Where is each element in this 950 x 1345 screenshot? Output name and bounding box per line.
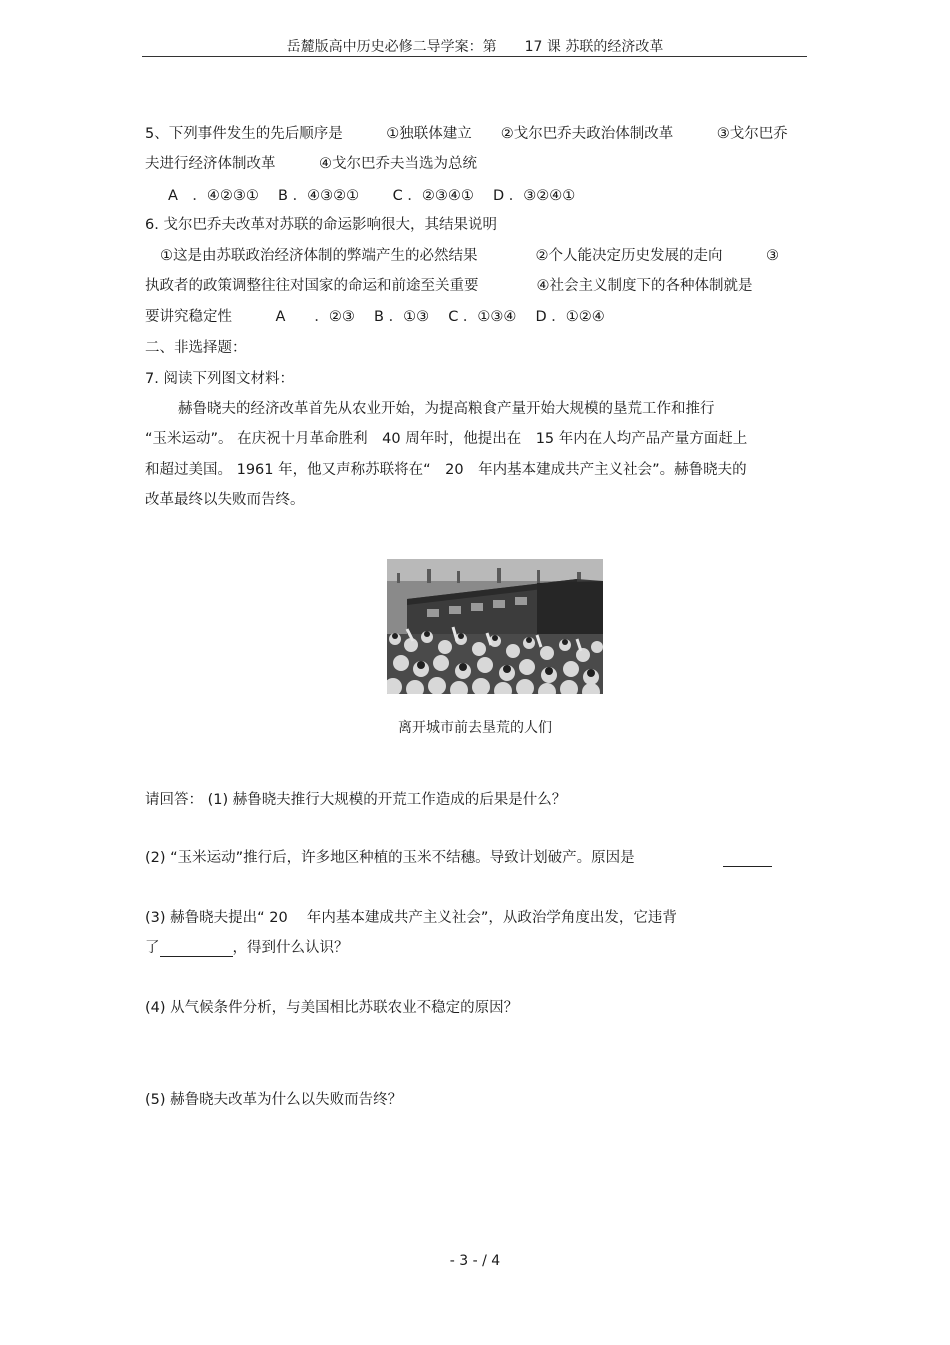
q7-sub5: (5) 赫鲁晓夫改革为什么以失败而告终？: [145, 1092, 403, 1108]
q5-options: A ．④②③① B ．④③②① C ．②③④① D ．③②④①: [168, 188, 576, 204]
q7-intro: 7. 阅读下列图文材料：: [145, 371, 294, 387]
photo-caption: 离开城市前去垦荒的人们: [398, 720, 552, 736]
q7-sub3-answer-blank[interactable]: [160, 940, 233, 957]
q7-sub3-line1: (3) 赫鲁晓夫提出“ 20 年内基本建成共产主义社会”，从政治学角度出发，它违背: [145, 910, 677, 926]
header-divider: [142, 56, 807, 57]
q7-sub3-prefix: 了: [145, 940, 160, 956]
q7-paragraph-line3: 和超过美国。 1961 年，他又声称苏联将在“ 20 年内基本建成共产主义社会”。赫鲁晓夫的: [145, 462, 747, 478]
q6-line1: 6. 戈尔巴乔夫改革对苏联的命运影响很大，其结果说明: [145, 217, 497, 233]
q7-sub3-line2: [145, 939, 349, 957]
q7-sub3-suffix: ，得到什么认识？: [232, 940, 349, 956]
q5-line2: 夫进行经济体制改革 ④戈尔巴乔夫当选为总统: [145, 156, 477, 172]
crowd-train-photo: [387, 559, 603, 694]
q7-sub2: (2) “玉米运动”推行后，许多地区种植的玉米不结穗。导致计划破产。原因是: [145, 850, 635, 866]
page-header: 岳麓版高中历史必修二导学案：第 17 课 苏联的经济改革: [286, 39, 664, 55]
q7-paragraph-line4: 改革最终以失败而告终。: [145, 492, 305, 508]
section-title: 二、非选择题：: [145, 340, 247, 356]
q6-line2: ①这是由苏联政治经济体制的弊端产生的必然结果 ②个人能决定历史发展的走向 ③: [160, 248, 779, 264]
q6-line3: 执政者的政策调整往往对国家的命运和前途至关重要 ④社会主义制度下的各种体制就是: [145, 278, 753, 294]
q6-line4: 要讲究稳定性 A ．②③ B ．①③ C ．①③④ D ．①②④: [145, 309, 605, 325]
q5-line1: 5、下列事件发生的先后顺序是 ①独联体建立 ②戈尔巴乔夫政治体制改革 ③戈尔巴乔: [145, 126, 788, 142]
q7-paragraph-line1: 赫鲁晓夫的经济改革首先从农业开始，为提高粮食产量开始大规模的垦荒工作和推行: [178, 401, 715, 417]
q7-paragraph-line2: “玉米运动”。 在庆祝十月革命胜利 40 周年时，他提出在 15 年内在人均产品产量方面赶上: [145, 431, 748, 447]
page-number: - 3 - / 4: [449, 1253, 501, 1269]
q7-sub4: (4) 从气候条件分析，与美国相比苏联农业不稳定的原因？: [145, 1000, 519, 1016]
q7-sub2-answer-blank[interactable]: [723, 849, 772, 867]
q7-sub1: 请回答： (1) 赫鲁晓夫推行大规模的开荒工作造成的后果是什么？: [145, 792, 567, 808]
